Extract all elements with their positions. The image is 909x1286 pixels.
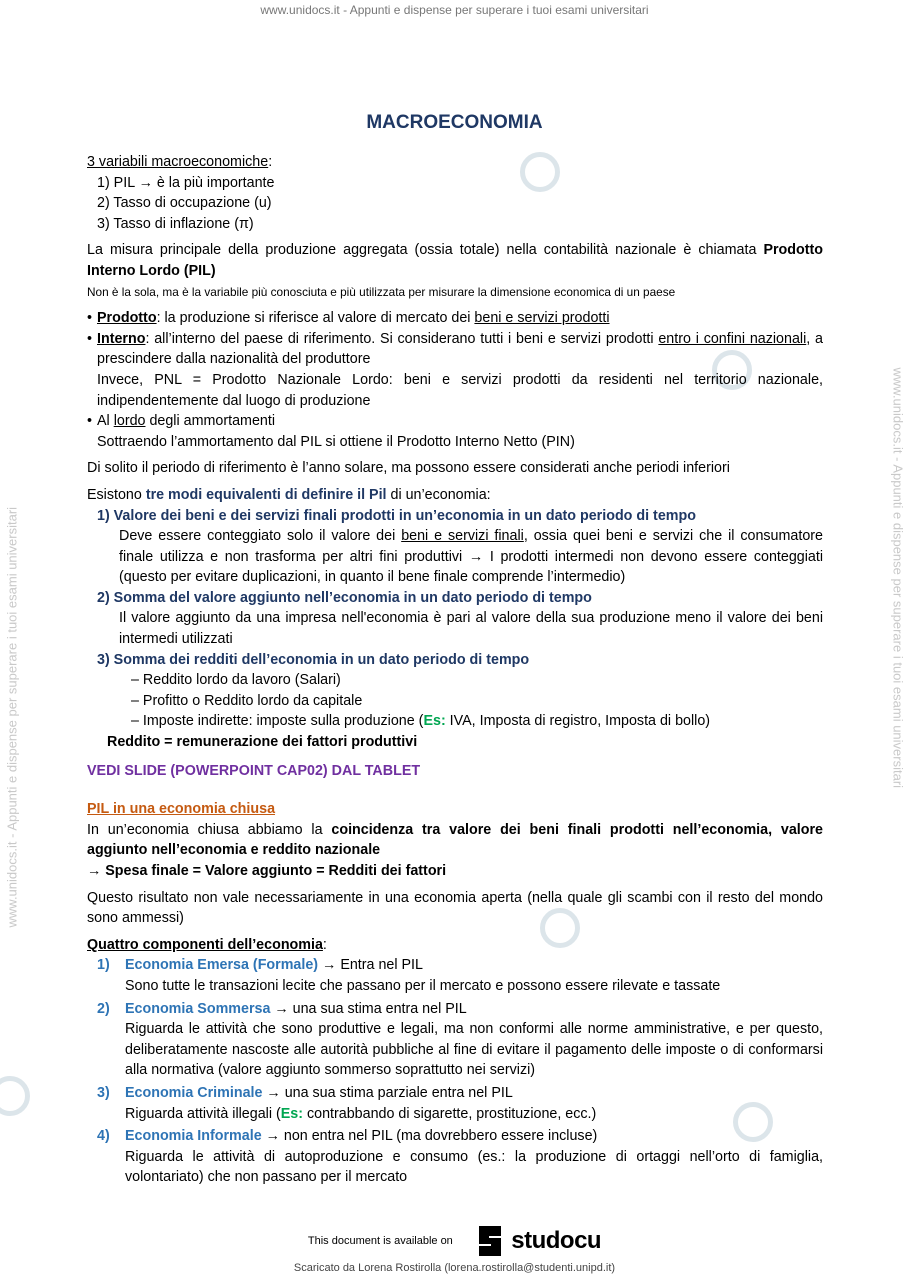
studocu-footer xyxy=(0,1224,909,1258)
available-text: This document is available on xyxy=(307,1235,453,1247)
modo-2-text: Il valore aggiunto da una impresa nell'economia è pari al valore della sua produzione meno il valore dei beni intermedi utilizzati xyxy=(119,610,823,648)
modo-3-item: – Reddito lordo da lavoro (Salari) xyxy=(131,672,341,689)
pin-note: Sottraendo l’ammortamento dal PIL si ottiene il Prodotto Interno Netto (PIN) xyxy=(97,433,575,450)
document-body xyxy=(87,152,823,1188)
chiusa-paragraph: In un’economia chiusa abbiamo la coincidenza tra valore dei beni finali prodotti nell’economia, valore aggiunto nell’economia e reddito nazionale xyxy=(87,821,823,859)
vars-item: 1) PIL → è la più importante xyxy=(97,174,275,191)
modo-2-title: 2) Somma del valore aggiunto nell’economia in un dato periodo di tempo xyxy=(97,589,592,606)
downloaded-by: Scaricato da Lorena Rostirolla (lorena.rostirolla@studenti.unipd.it) xyxy=(293,1262,616,1274)
bullet-interno: • Interno: all’interno del paese di riferimento. Si considerano tutti i beni e servizi prodotti entro i confini nazionali, a prescindere dalla nazionalità del produttore xyxy=(87,330,823,368)
header-watermark: www.unidocs.it - Appunti e dispense per superare i tuoi esami universitari xyxy=(260,3,649,17)
reddito-definition: Reddito = remunerazione dei fattori produttivi xyxy=(107,734,418,751)
watermark-logo-icon xyxy=(0,1076,30,1116)
componente-item: 3) Economia Criminale → una sua stima parziale entra nel PIL Riguarda attività illegali (Es: contrabbando di sigarette, prostituzione, ecc.) xyxy=(97,1084,597,1122)
aperta-paragraph: Questo risultato non vale necessariamente in una economia aperta (nella quale gli scambi con il resto del mondo sono ammessi) xyxy=(87,889,823,927)
vars-colon: : xyxy=(268,154,273,170)
modo-3-item: – Profitto o Reddito lordo da capitale xyxy=(131,692,363,709)
vars-item: 2) Tasso di occupazione (u) xyxy=(97,195,272,212)
studocu-logo-link[interactable] xyxy=(475,1224,601,1258)
bullet-prodotto: • Prodotto: la produzione si riferisce al valore di mercato dei beni e servizi prodotti xyxy=(87,310,610,327)
studocu-brand: studocu xyxy=(511,1227,602,1254)
slide-note: VEDI SLIDE (POWERPOINT CAP02) DAL TABLET xyxy=(87,762,421,779)
intro-note: Non è la sola, ma è la variabile più conosciuta e più utilizzata per misurare la dimensione economica di un paese xyxy=(87,284,676,299)
periodo-paragraph: Di solito il periodo di riferimento è l’anno solare, ma possono essere considerati anche periodi inferiori xyxy=(87,460,730,477)
modo-3-item: – Imposte indirette: imposte sulla produzione (Es: IVA, Imposta di registro, Imposta di bollo) xyxy=(131,713,711,730)
modo-1-text: Deve essere conteggiato solo il valore dei beni e servizi finali, ossia quei beni e servizi che il consumatore finale utilizza e non trasforma per altri fini produttivi → I prodotti intermedi non devono essere conteggiati (questo per evitare duplicazioni, in quanto il bene finale comprende l’intermedio) xyxy=(119,528,824,586)
componente-item: 1) Economia Emersa (Formale) → Entra nel PIL Sono tutte le transazioni lecite che passano per il mercato e possono essere rilevate e tassate xyxy=(97,957,721,994)
pnl-note: Invece, PNL = Prodotto Nazionale Lordo: beni e servizi prodotti da residenti nel territorio nazionale, indipendentemente dal luogo di produzione xyxy=(97,371,823,409)
right-watermark: www.unidocs.it - Appunti e dispense per superare i tuoi esami universitari xyxy=(890,367,906,789)
intro-paragraph: La misura principale della produzione aggregata (ossia totale) nella contabilità nazionale è chiamata Prodotto Interno Lordo (PIL) xyxy=(87,242,823,279)
vars-heading: 3 variabili macroeconomiche xyxy=(87,154,269,170)
modo-3-title: 3) Somma dei redditi dell’economia in un dato periodo di tempo xyxy=(97,651,530,668)
modi-intro: Esistono tre modi equivalenti di definire il Pil di un’economia: xyxy=(87,486,491,503)
left-watermark: www.unidocs.it - Appunti e dispense per superare i tuoi esami universitari xyxy=(4,506,20,928)
chiusa-heading: PIL in una economia chiusa xyxy=(87,801,276,818)
componente-item: 4) Economia Informale → non entra nel PIL (ma dovrebbero essere incluse) Riguarda le attività di autoproduzione e consumo (es.: la produzione di ortaggi nell’orto di famiglia, volontariato) che non passano per il mercato xyxy=(97,1128,823,1186)
studocu-logo-icon xyxy=(475,1224,505,1258)
page-title: MACROECONOMIA xyxy=(366,112,543,133)
componenti-heading-line: Quattro componenti dell’economia: xyxy=(87,936,327,953)
vars-item: 3) Tasso di inflazione (π) xyxy=(97,215,254,232)
modo-1-title: 1) Valore dei beni e dei servizi finali prodotti in un’economia in un dato periodo di tempo xyxy=(97,507,696,524)
chiusa-equation: → Spesa finale = Valore aggiunto = Redditi dei fattori xyxy=(87,863,447,879)
bullet-lordo: • Al lordo degli ammortamenti xyxy=(87,413,276,430)
componente-item: 2) Economia Sommersa → una sua stima entra nel PIL Riguarda le attività che sono produttive e legali, ma non conformi alle norme amministrative, e per questo, deliberatamente nascoste alle autorità pubbliche al fine di evitare il pagamento delle imposte o di conformarsi alla normativa (valore aggiunto sommerso soprattutto nei servizi) xyxy=(97,1000,823,1079)
